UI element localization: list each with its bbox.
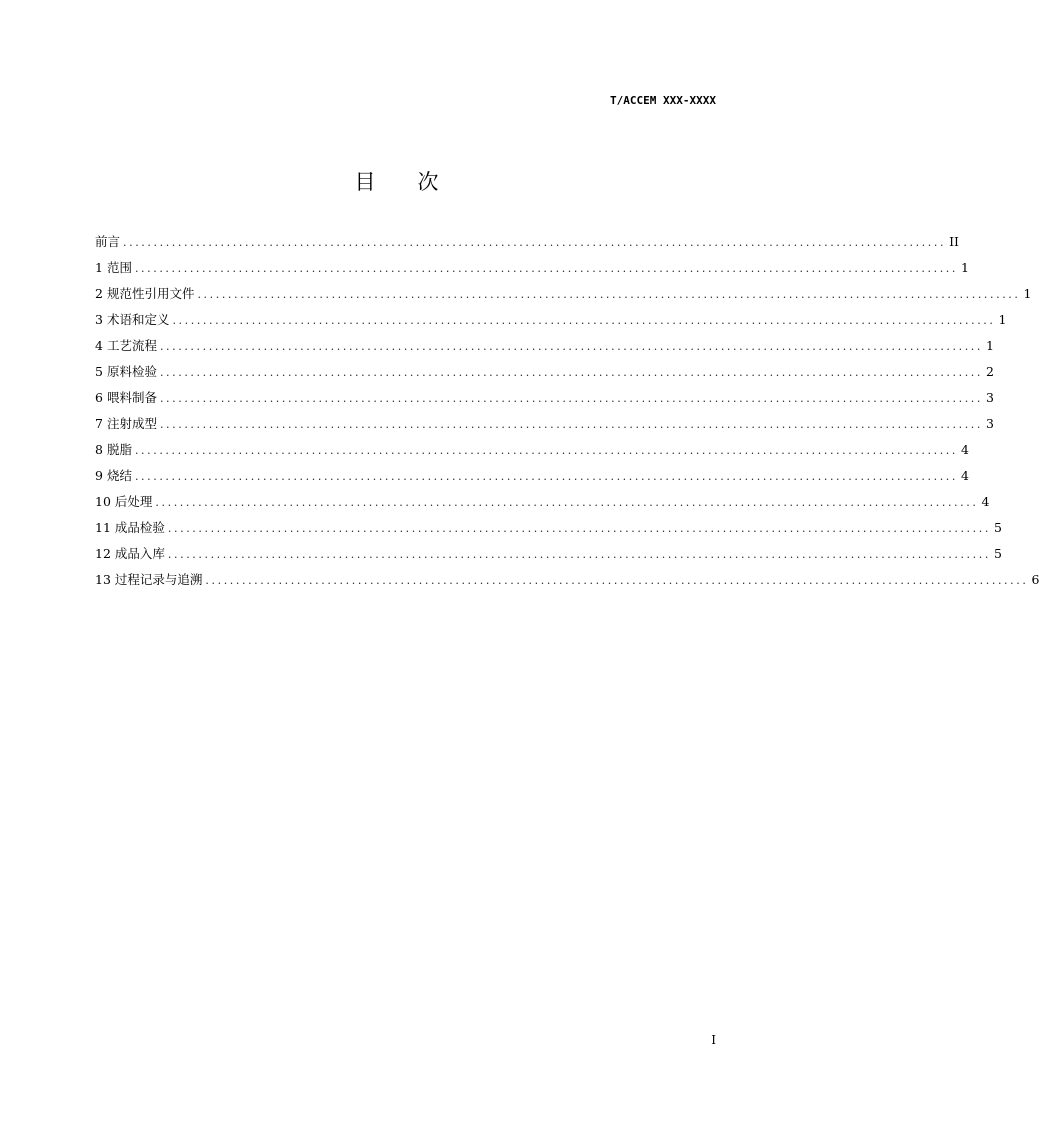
toc-leader-dots: ....................................................................................................................................... [159, 366, 983, 379]
toc-entry-7[interactable] [95, 415, 994, 441]
toc-leader-dots: ....................................................................................................................................... [159, 418, 983, 431]
toc-entry-page: 2 [986, 364, 994, 379]
toc-entry-label: 注射成型 [106, 416, 157, 431]
toc-entry-foreword[interactable] [95, 233, 959, 259]
page-number: I [711, 1033, 716, 1047]
toc-entry-page: 1 [961, 260, 969, 275]
toc-entry-page: II [949, 234, 959, 249]
toc-entry-number: 11 [95, 520, 111, 535]
toc-leader-dots: ....................................................................................................................................... [123, 236, 947, 249]
toc-entry-label: 规范性引用文件 [106, 286, 195, 301]
toc-entry-label: 前言 [95, 234, 121, 249]
toc-entry-number: 12 [95, 546, 111, 561]
toc-entry-3[interactable] [95, 311, 1007, 337]
toc-entry-page: 5 [994, 520, 1002, 535]
toc-entry-2[interactable] [95, 285, 1032, 311]
toc-entry-5[interactable] [95, 363, 994, 389]
toc-entry-page: 3 [986, 416, 994, 431]
toc-leader-dots: ....................................................................................................................................... [134, 262, 958, 275]
toc-entry-number: 8 [95, 442, 103, 457]
toc-leader-dots: ....................................................................................................................................... [159, 392, 983, 405]
toc-entry-label: 原料检验 [106, 364, 157, 379]
toc-entry-page: 4 [961, 442, 969, 457]
toc-entry-number: 6 [95, 390, 103, 405]
toc-entry-number: 13 [95, 572, 111, 587]
toc-entry-9[interactable] [95, 467, 969, 493]
toc-entry-number: 10 [95, 494, 111, 509]
toc-entry-10[interactable] [95, 493, 990, 519]
toc-entry-label: 成品检验 [114, 520, 165, 535]
toc-entry-number: 2 [95, 286, 103, 301]
toc-entry-12[interactable] [95, 545, 1002, 571]
page-title [0, 166, 793, 196]
toc-entry-page: 1 [986, 338, 994, 353]
toc-leader-dots: ....................................................................................................................................... [155, 496, 979, 509]
toc-entry-label: 过程记录与追溯 [114, 572, 203, 587]
toc-entry-11[interactable] [95, 519, 1002, 545]
toc-entry-number: 9 [95, 468, 103, 483]
toc-entry-label: 喂料制备 [106, 390, 157, 405]
toc-leader-dots: ....................................................................................................................................... [159, 340, 983, 353]
toc-leader-dots: ....................................................................................................................................... [205, 574, 1029, 587]
toc-entry-page: 4 [961, 468, 969, 483]
toc-entry-label: 脱脂 [106, 442, 132, 457]
toc-entry-page: 6 [1031, 572, 1039, 587]
title-char-1: 目 [354, 170, 376, 194]
toc-entry-1[interactable] [95, 259, 969, 285]
toc-entry-label: 范围 [106, 260, 132, 275]
toc-entry-4[interactable] [95, 337, 994, 363]
toc-entry-6[interactable] [95, 389, 994, 415]
toc-leader-dots: ....................................................................................................................................... [172, 314, 996, 327]
toc-entry-number: 7 [95, 416, 103, 431]
table-of-contents [95, 233, 1039, 597]
toc-leader-dots: ....................................................................................................................................... [167, 548, 991, 561]
toc-leader-dots: ....................................................................................................................................... [197, 288, 1021, 301]
toc-leader-dots: ....................................................................................................................................... [134, 470, 958, 483]
toc-entry-number: 5 [95, 364, 103, 379]
toc-entry-13[interactable] [95, 571, 1039, 597]
title-char-2: 次 [417, 170, 439, 194]
toc-entry-label: 成品入库 [114, 546, 165, 561]
toc-entry-page: 1 [998, 312, 1007, 327]
toc-entry-label: 烧结 [106, 468, 132, 483]
toc-entry-label: 后处理 [114, 494, 153, 509]
toc-entry-number: 3 [95, 312, 103, 327]
toc-entry-label: 工艺流程 [106, 338, 157, 353]
toc-entry-label: 术语和定义 [106, 312, 170, 327]
toc-entry-page: 1 [1023, 286, 1032, 301]
toc-leader-dots: ....................................................................................................................................... [167, 522, 991, 535]
toc-entry-page: 3 [986, 390, 994, 405]
toc-leader-dots: ....................................................................................................................................... [134, 444, 958, 457]
toc-entry-page: 4 [981, 494, 990, 509]
toc-entry-page: 5 [994, 546, 1002, 561]
toc-entry-8[interactable] [95, 441, 969, 467]
document-code: T/ACCEM XXX-XXXX [610, 94, 716, 107]
toc-entry-number: 1 [95, 260, 103, 275]
toc-entry-number: 4 [95, 338, 103, 353]
